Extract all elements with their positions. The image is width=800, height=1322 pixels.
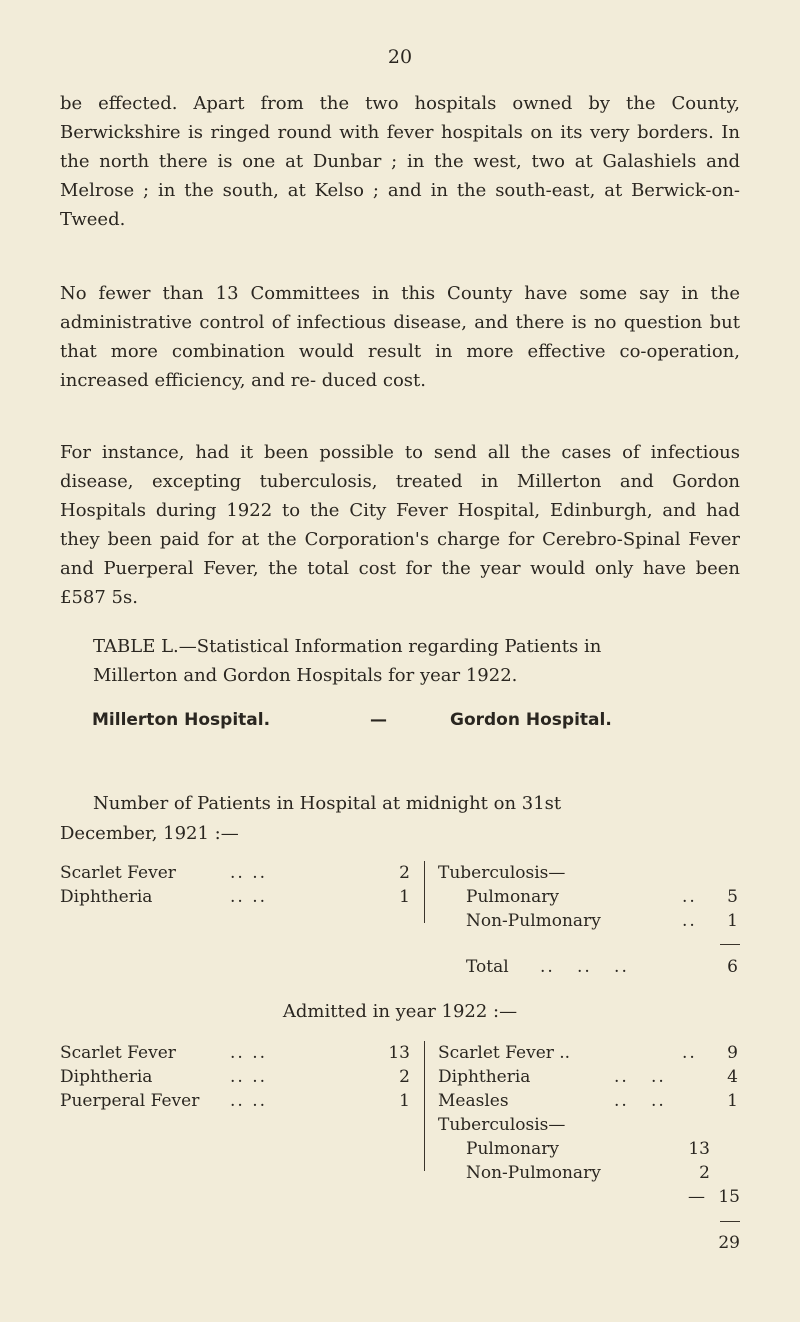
admitted-left-label-3: Puerperal Fever (60, 1091, 200, 1111)
admitted-left-value-1: 13 (388, 1043, 410, 1063)
admitted-total-rule (720, 1221, 740, 1222)
midnight-left-value-2: 1 (399, 887, 410, 907)
admitted-tb-value-2: 2 (699, 1163, 710, 1183)
midnight-left-value-1: 2 (399, 863, 410, 883)
paragraph-3: For instance, had it been possible to send all the cases of infectious disease, excepting tuberculosis, treated in Millerton and Gordon Hospitals during 1922 to the City Fever Hospital, Edinburgh, and had they been paid for at the Corporation's charge for Cerebro-Spinal Fever and Puerperal Fever, the total cost for the year would only have been £587 5s. (60, 442, 740, 608)
admitted-right-label-3: Measles (438, 1091, 509, 1111)
admitted-left-label-1: Scarlet Fever (60, 1043, 176, 1063)
table-title (60, 632, 740, 690)
page-number: 20 (387, 46, 413, 68)
admitted-left-dots-2: .. .. (230, 1067, 268, 1087)
midnight-left-dots-1: .. .. (230, 863, 268, 883)
table-title-line-1: TABLE L.—Statistical Information regarding Patients in (93, 636, 602, 657)
midnight-right-label-1: Pulmonary (466, 887, 559, 907)
admitted-right-value-3: 1 (727, 1091, 738, 1111)
millerton-heading: Millerton Hospital. (92, 710, 271, 730)
admitted-tb-label-1: Pulmonary (466, 1139, 559, 1159)
admitted-tb-label-2: Non-Pulmonary (466, 1163, 601, 1183)
midnight-intro-line-1: Number of Patients in Hospital at midnight on 31st (93, 793, 562, 814)
table-title-line-2: Millerton and Gordon Hospitals for year 1922. (93, 665, 518, 686)
admitted-heading: Admitted in year 1922 :— (282, 1001, 518, 1022)
midnight-right-dots-1: .. (682, 887, 697, 907)
admitted-grand-total: 29 (718, 1233, 740, 1253)
paragraph-2: No fewer than 13 Committees in this County have some say in the administrative control of infectious disease, and there is no question but that more combination would result in more effective co-operation, increased efficiency, and re- duced cost. (60, 283, 740, 391)
midnight-intro-line-2: December, 1921 :— (60, 823, 239, 844)
admitted-tb-subtotal: 15 (718, 1187, 740, 1207)
admitted-right-label-2: Diphtheria (438, 1067, 531, 1087)
admitted-left-dots-3: .. .. (230, 1091, 268, 1111)
admitted-right-dots-1: .. (682, 1043, 697, 1063)
midnight-left-label-1: Scarlet Fever (60, 863, 176, 883)
midnight-left-label-2: Diphtheria (60, 887, 153, 907)
admitted-left-value-2: 2 (399, 1067, 410, 1087)
admitted-right-value-1: 9 (727, 1043, 738, 1063)
midnight-total-value: 6 (727, 957, 738, 977)
midnight-right-dots-2: .. (682, 911, 697, 931)
midnight-tb-heading: Tuberculosis— (438, 863, 566, 883)
gordon-heading: Gordon Hospital. (450, 710, 612, 730)
admitted-right-value-2: 4 (727, 1067, 738, 1087)
admitted-right-dots-2: .. .. (614, 1067, 666, 1087)
midnight-divider (424, 861, 425, 923)
admitted-left-dots-1: .. .. (230, 1043, 268, 1063)
admitted-tb-dash: — (688, 1187, 705, 1207)
admitted-divider (424, 1041, 425, 1171)
midnight-total-label: Total (466, 957, 509, 977)
admitted-left-label-2: Diphtheria (60, 1067, 153, 1087)
midnight-right-label-2: Non-Pulmonary (466, 911, 601, 931)
midnight-left-dots-2: .. .. (230, 887, 268, 907)
heading-separator: — (370, 710, 387, 730)
midnight-intro (60, 789, 740, 849)
midnight-total-dots: .. .. .. (540, 957, 629, 977)
admitted-tb-value-1: 13 (688, 1139, 710, 1159)
midnight-total-rule (720, 944, 740, 945)
midnight-right-value-2: 1 (727, 911, 738, 931)
midnight-right-value-1: 5 (727, 887, 738, 907)
admitted-left-value-3: 1 (399, 1091, 410, 1111)
admitted-right-label-1: Scarlet Fever .. (438, 1043, 571, 1063)
admitted-right-dots-3: .. .. (614, 1091, 666, 1111)
paragraph-1: be effected. Apart from the two hospitals owned by the County, Berwickshire is ringed round with fever hospitals on its very borders. In the north there is one at Dunbar ; in the west, two at Galashiels and Melrose ; in the south, at Kelso ; and in the south-east, at Berwick-on-Tweed. (60, 93, 740, 230)
admitted-tb-heading: Tuberculosis— (438, 1115, 566, 1135)
